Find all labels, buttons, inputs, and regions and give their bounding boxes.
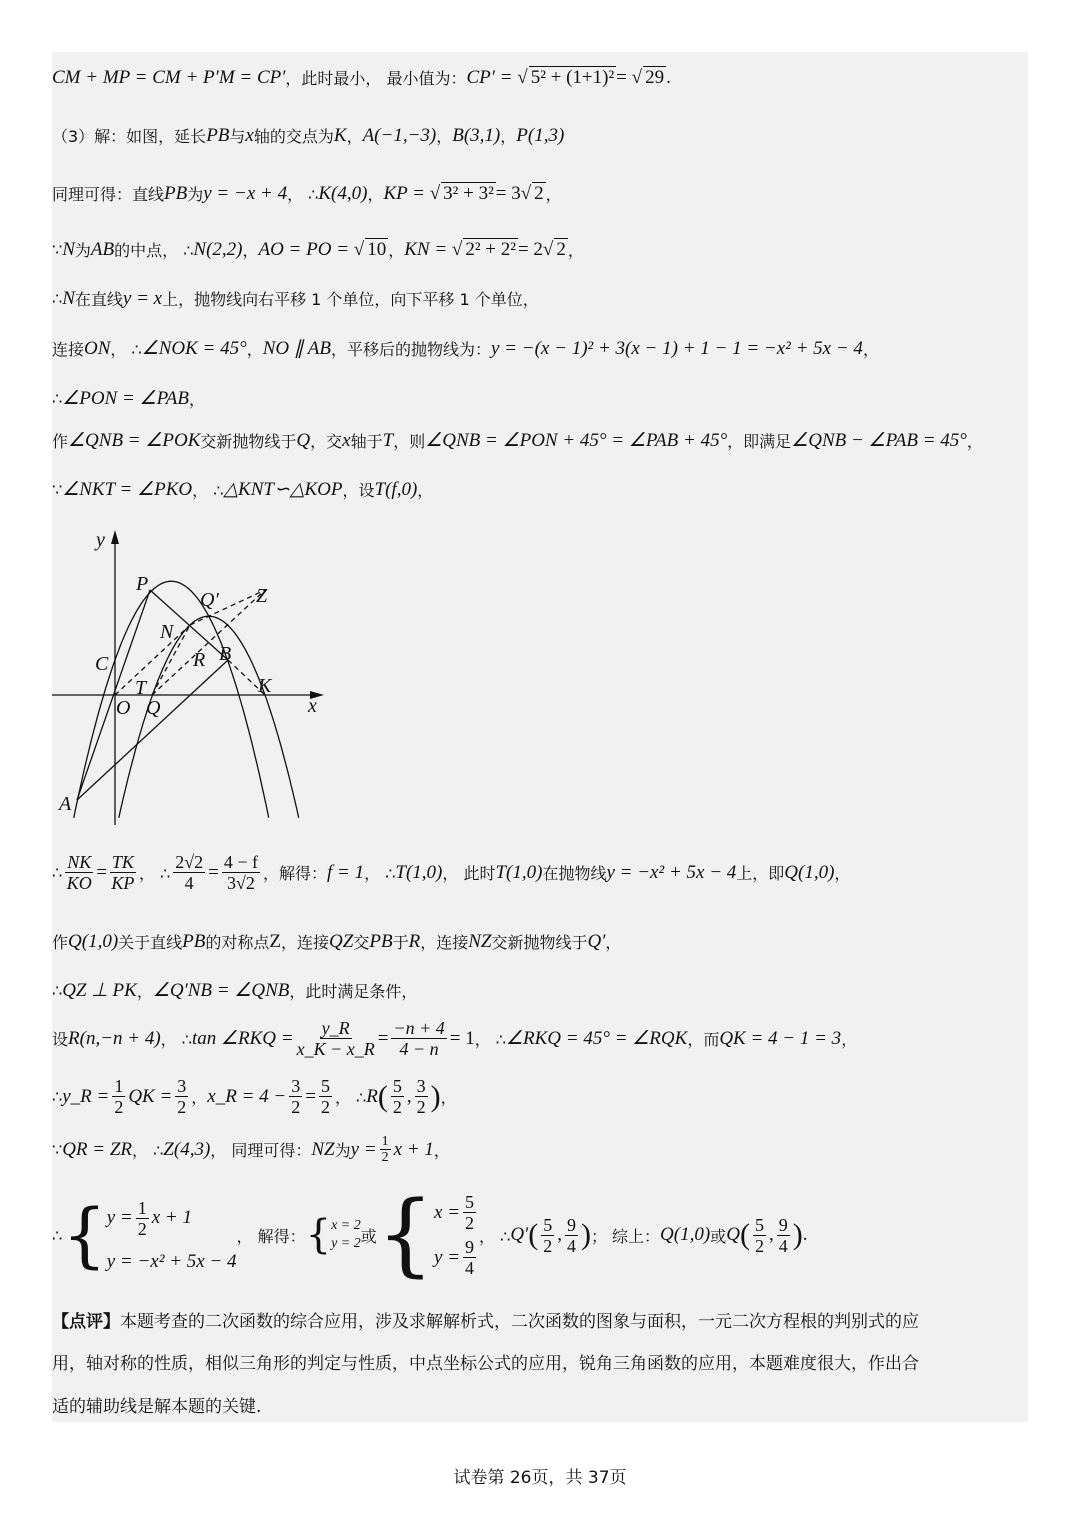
radicand: 2: [534, 183, 544, 204]
expr: Z(4,3): [163, 1138, 211, 1160]
text: ； 综上：: [590, 1226, 661, 1246]
line-9: [52, 478, 433, 501]
fraction: [173, 852, 205, 893]
text: ，: [436, 127, 453, 146]
expr: x_R = 4 −: [207, 1085, 287, 1107]
expr: =: [305, 1085, 316, 1107]
fraction: [65, 852, 93, 893]
fraction: [289, 1076, 302, 1117]
label-K: K: [258, 675, 272, 697]
radicand: 2: [556, 239, 566, 260]
line-14: ∴ y_R = $\frac{1}{2}$ QK = $\frac{3}{2}$ ， x_R = 4 − $\frac{3}{2}$ = $\frac{5}{2}$ ， ∴ R ( $\frac{5}{2}$ , $\frac{3}{2}$ ) ，: [52, 1076, 457, 1117]
num: 3: [177, 1076, 187, 1096]
den: KP: [111, 873, 135, 893]
text: 的中点， ∴: [114, 241, 194, 260]
text: ，: [841, 1030, 858, 1049]
text: ，: [966, 432, 983, 451]
num: 3: [416, 1076, 426, 1096]
text: 交: [353, 933, 370, 952]
radicand: 29: [645, 67, 665, 88]
text: ，: [191, 1088, 208, 1107]
line-AB: [77, 660, 228, 800]
comment-line-2: [52, 1349, 919, 1374]
expr: y = −x + 4: [203, 182, 288, 204]
expr: ∠PON = ∠PAB: [62, 388, 189, 409]
y-arrow-icon: [111, 530, 119, 544]
expr: ∠NOK = 45°: [141, 338, 247, 359]
den: 2: [754, 1235, 764, 1256]
fraction: [319, 1076, 332, 1117]
line-7: [52, 387, 205, 410]
solution-page: [52, 52, 1028, 1422]
expr: =: [377, 1027, 389, 1049]
text: ，交: [310, 432, 343, 451]
expr: T(1,0): [495, 861, 543, 883]
expr: y_R =: [62, 1085, 110, 1107]
text: ，: [242, 241, 259, 260]
text: .: [666, 66, 671, 88]
expr: △KNT∽△KOP: [223, 479, 343, 500]
den: 2: [137, 1218, 147, 1239]
fraction: [753, 1215, 766, 1256]
solution-1: [331, 1218, 361, 1252]
fraction: [541, 1215, 554, 1256]
text: ，: [246, 340, 263, 359]
expr: N(2,2): [193, 238, 243, 260]
text: ∴: [52, 863, 63, 882]
expr: x = 2: [331, 1218, 361, 1233]
expr: ∠QNB = ∠POK: [68, 430, 201, 451]
text: ，: [388, 241, 405, 260]
text: ， ∴: [160, 1030, 192, 1049]
label-T: T: [135, 677, 147, 699]
den: 2: [381, 1150, 389, 1165]
fraction: [565, 1215, 578, 1256]
den: 4: [465, 1258, 475, 1278]
den: x_K − x_R: [296, 1039, 375, 1059]
expr: x: [342, 429, 351, 451]
label-B: B: [219, 643, 232, 665]
expr: QZ ⊥ PK: [62, 980, 137, 1001]
text: 轴的交点为: [253, 127, 334, 146]
fraction: [110, 852, 136, 893]
expr: =: [208, 861, 219, 883]
text: ，此时最小， 最小值为：: [285, 69, 467, 88]
text: ，: [605, 933, 622, 952]
expr: = 2√: [517, 238, 554, 260]
expr: Q′: [510, 1224, 529, 1245]
text: （3）解：如图，延长: [52, 127, 207, 146]
expr: T: [382, 429, 394, 451]
num: 3: [291, 1076, 301, 1096]
den: 3√2: [226, 873, 255, 893]
line-16: ∴ { y = $\frac{1}{2}$ x + 1 y = −x² + 5x − 4 ， 解得： { x = 2 y = 2 或 { x = $\frac{5}{2}$ y = $\frac{9}{4}$ ， ∴ Q′ ( $\frac{5}{2}$ , $\frac{9}{4}$ ) ； 综上： Q(1,0) 或 Q ( $\frac{5}{2}$ , $\frac{9}{4}$ ) .: [52, 1182, 808, 1287]
text: ∵: [52, 240, 63, 259]
expr: tan ∠RKQ =: [191, 1028, 294, 1049]
line-1: [52, 66, 671, 89]
den: 2: [392, 1097, 402, 1117]
expr: y = −x² + 5x − 4: [106, 1250, 237, 1272]
expr: A(−1,−3): [362, 124, 437, 146]
num: 4 − f: [223, 852, 258, 872]
text: ，: [136, 982, 153, 1001]
expr: Z: [269, 930, 282, 952]
expr: x: [245, 124, 254, 146]
text: ，则: [393, 432, 426, 451]
fraction: [463, 1192, 476, 1233]
expr: = 3√: [495, 182, 532, 204]
label-A: A: [59, 793, 72, 815]
den: KO: [66, 873, 92, 893]
label-y: y: [96, 529, 105, 551]
text: ，: [417, 481, 434, 500]
line-3: [52, 182, 562, 205]
expr: PB: [182, 930, 206, 952]
text: ，: [188, 390, 205, 409]
line-5: [52, 287, 539, 310]
expr: K: [333, 124, 347, 146]
num: 5: [320, 1076, 330, 1096]
text: ，平移后的抛物线为：: [331, 340, 492, 359]
text: 为: [334, 1141, 351, 1160]
expr: K(4,0): [318, 182, 368, 204]
expr: Q′: [587, 930, 606, 952]
text: ，此时满足条件，: [289, 982, 418, 1001]
text: ∵: [52, 1140, 63, 1159]
fraction: [175, 1076, 188, 1117]
expr: AB: [90, 238, 115, 260]
text: ， ∴: [364, 864, 396, 883]
equation-system: [107, 1198, 237, 1273]
text: 在抛物线: [542, 864, 607, 883]
num: 1: [114, 1076, 124, 1096]
expr: = 1: [449, 1027, 475, 1049]
num: y_R: [321, 1018, 350, 1038]
expr: y =: [350, 1138, 377, 1160]
fraction: [222, 852, 260, 893]
text: ，: [346, 127, 363, 146]
expr: KP = √: [383, 182, 441, 204]
expr: f = 1: [327, 861, 365, 883]
label-P: P: [136, 573, 149, 595]
expr: NO ∥ AB: [262, 338, 332, 359]
text: ，: [545, 185, 562, 204]
expr: = √: [616, 66, 643, 88]
text: ，连接: [420, 933, 469, 952]
expr: QK = 4 − 1 = 3: [719, 1027, 842, 1049]
label-O: O: [116, 697, 131, 719]
num: −n + 4: [393, 1018, 445, 1038]
den: 4: [778, 1235, 788, 1256]
expr: PB: [206, 124, 230, 146]
text: ∴: [52, 981, 63, 1000]
line-13: [52, 1018, 857, 1059]
den: 4 − n: [399, 1039, 439, 1059]
text: ，: [500, 127, 517, 146]
text: 连接: [52, 340, 85, 359]
line-4: [52, 238, 584, 261]
fraction: [391, 1018, 446, 1059]
expr: ∠RKQ = 45° = ∠RQK: [506, 1028, 688, 1049]
text: ， 同理可得：: [210, 1141, 312, 1160]
den: 2: [465, 1213, 475, 1233]
label-Q: Q: [146, 697, 161, 719]
text: ∴: [52, 289, 63, 308]
comment-line-1: [52, 1307, 919, 1332]
expr: Q(1,0): [784, 861, 835, 883]
expr: QR = ZR: [62, 1138, 133, 1160]
text: ，: [440, 1088, 457, 1107]
fraction: [297, 1018, 375, 1059]
num: TK: [111, 852, 134, 872]
text: 上，抛物线向右平移 1 个单位，向下平移 1 个单位，: [162, 290, 539, 309]
label-N: N: [160, 621, 174, 643]
label-Q-prime: Q′: [200, 589, 219, 611]
text: 交新抛物线于: [200, 432, 297, 451]
expr: NZ: [468, 930, 492, 952]
text: ，: [367, 185, 384, 204]
text: 轴于: [350, 432, 383, 451]
text: ，解得：: [263, 864, 328, 883]
text: 或: [710, 1226, 727, 1246]
text: 为: [74, 241, 91, 260]
text: ∵: [52, 480, 63, 499]
expr: PB: [164, 182, 188, 204]
num: 9: [465, 1237, 475, 1257]
num: 5: [754, 1214, 764, 1235]
text: 用，轴对称的性质，相似三角形的判定与性质，中点坐标公式的应用，锐角三角函数的应用，本题难度很大，作出合: [52, 1354, 919, 1374]
text: ， 解得：: [236, 1226, 306, 1246]
expr: B(3,1): [452, 124, 501, 146]
text: ， ∴: [192, 481, 224, 500]
line-11: [52, 930, 621, 953]
text: 关于直线: [118, 933, 183, 952]
line-8: [52, 429, 983, 452]
text: 设: [52, 1030, 69, 1049]
text: 本题考查的二次函数的综合应用，涉及求解解析式，二次函数的图象与面积，一元二次方程根的判别式的应: [120, 1312, 919, 1332]
line-10: [52, 852, 850, 893]
text: 的对称点: [205, 933, 270, 952]
line-12: [52, 979, 417, 1002]
num: 5: [465, 1192, 475, 1212]
expr: KN = √: [404, 238, 463, 260]
expr: x =: [434, 1201, 461, 1223]
text: 作: [52, 933, 69, 952]
text: ，: [433, 1141, 450, 1160]
text: ， ∴: [287, 185, 319, 204]
original-parabola: [74, 581, 269, 818]
num: 1: [381, 1134, 389, 1149]
den: 2: [543, 1235, 553, 1256]
expr: QK =: [128, 1085, 173, 1107]
text: 同理可得：直线: [52, 185, 165, 204]
text: ，设: [342, 481, 375, 500]
den: 2: [320, 1097, 330, 1117]
expr: ∠QNB − ∠PAB = 45°: [791, 430, 967, 451]
text: 适的辅助线是解本题的关键.: [52, 1397, 262, 1417]
text: .: [802, 1224, 808, 1245]
num: 2√2: [175, 852, 204, 872]
text: ， ∴: [138, 864, 171, 883]
comment-line-3: [52, 1392, 261, 1417]
text: ，而: [687, 1030, 720, 1049]
num: NK: [67, 852, 92, 872]
expr: y =: [106, 1207, 133, 1228]
radicand: 3² + 3²: [443, 183, 494, 204]
text: ， ∴: [479, 1226, 511, 1246]
label-R: R: [193, 649, 206, 671]
den: 2: [177, 1097, 187, 1117]
expr: R: [408, 930, 421, 952]
radicand: 2² + 2²: [465, 239, 516, 260]
text: ∴: [52, 389, 63, 408]
expr: PB: [369, 930, 393, 952]
expr: N: [62, 238, 75, 260]
text: ， ∴: [474, 1030, 506, 1049]
expr: x + 1: [151, 1207, 193, 1228]
expr: Q: [726, 1224, 740, 1245]
comment-tag: 【点评】: [52, 1312, 120, 1332]
text: 在直线: [74, 290, 123, 309]
expr: x + 1: [393, 1138, 434, 1160]
fraction: [136, 1198, 149, 1239]
radicand: 10: [367, 239, 387, 260]
expr: P(1,3): [516, 124, 565, 146]
text: 于: [392, 933, 409, 952]
text: ，: [567, 241, 584, 260]
label-C: C: [95, 653, 109, 675]
text: ， ∴: [132, 1141, 164, 1160]
text: ， ∴: [110, 340, 142, 359]
text: ，连接: [281, 933, 330, 952]
expr: ∠NKT = ∠PKO: [62, 479, 193, 500]
num: 1: [137, 1197, 147, 1218]
page-footer: 试卷第 26页，共 37页: [453, 1468, 627, 1488]
expr: T(1,0): [395, 861, 443, 883]
line-15: [52, 1134, 450, 1165]
solution-2: [434, 1192, 479, 1278]
text: ，: [862, 340, 879, 359]
expr: NZ: [311, 1138, 335, 1160]
text: 与: [229, 127, 246, 146]
text: 上，即: [736, 864, 785, 883]
den: 4: [184, 873, 194, 893]
expr: QZ: [329, 930, 354, 952]
fraction: [391, 1076, 404, 1117]
line-6: [52, 337, 879, 360]
expr: ∠QNB = ∠PON + 45° = ∠PAB + 45°: [425, 430, 728, 451]
text: ∴: [52, 1225, 63, 1245]
den: 2: [416, 1097, 426, 1117]
text: ∴: [52, 1087, 63, 1106]
geometry-figure: [52, 525, 342, 825]
num: 9: [566, 1214, 576, 1235]
expr: AO = PO = √: [258, 238, 365, 260]
fraction: [777, 1215, 790, 1256]
text: ，: [834, 864, 851, 883]
den: 4: [566, 1235, 576, 1256]
den: 2: [114, 1097, 124, 1117]
expr: Q: [296, 429, 311, 451]
expr: y = −(x − 1)² + 3(x − 1) + 1 − 1 = −x² + 5x − 4: [491, 337, 863, 359]
text: ， ∴: [334, 1088, 367, 1107]
expr: y = x: [122, 287, 163, 309]
text: 交新抛物线于: [491, 933, 588, 952]
num: 9: [778, 1214, 788, 1235]
expr: y =: [434, 1246, 461, 1268]
den: 2: [291, 1097, 301, 1117]
text: ，即满足: [727, 432, 792, 451]
expr: R(n,−n + 4): [68, 1027, 161, 1049]
expr: CM + MP = CM + P′M = CP′: [52, 66, 286, 88]
expr: R: [366, 1085, 378, 1107]
num: 5: [543, 1214, 553, 1235]
expr: Q(1,0): [660, 1224, 711, 1245]
fraction: [380, 1134, 391, 1165]
fraction: [463, 1237, 476, 1278]
expr: ON: [84, 337, 111, 359]
expr: ∠Q′NB = ∠QNB: [152, 980, 290, 1001]
text: ， 此时: [442, 864, 496, 883]
expr: CP′ = √: [466, 66, 528, 88]
expr: T(f,0): [374, 478, 418, 500]
text: 或: [360, 1226, 377, 1246]
fraction: [415, 1076, 428, 1117]
num: 5: [392, 1076, 402, 1096]
radicand: 5² + (1+1)²: [530, 67, 615, 88]
line-2: [52, 124, 564, 147]
expr: =: [96, 861, 107, 883]
expr: N: [62, 287, 75, 309]
text: 为: [187, 185, 204, 204]
expr: y = 2: [331, 1236, 361, 1251]
fraction: [112, 1076, 125, 1117]
expr: y = −x² + 5x − 4: [606, 861, 737, 883]
text: 作: [52, 432, 69, 451]
expr: Q(1,0): [68, 930, 119, 952]
label-Z: Z: [256, 585, 268, 607]
label-x: x: [308, 695, 317, 717]
